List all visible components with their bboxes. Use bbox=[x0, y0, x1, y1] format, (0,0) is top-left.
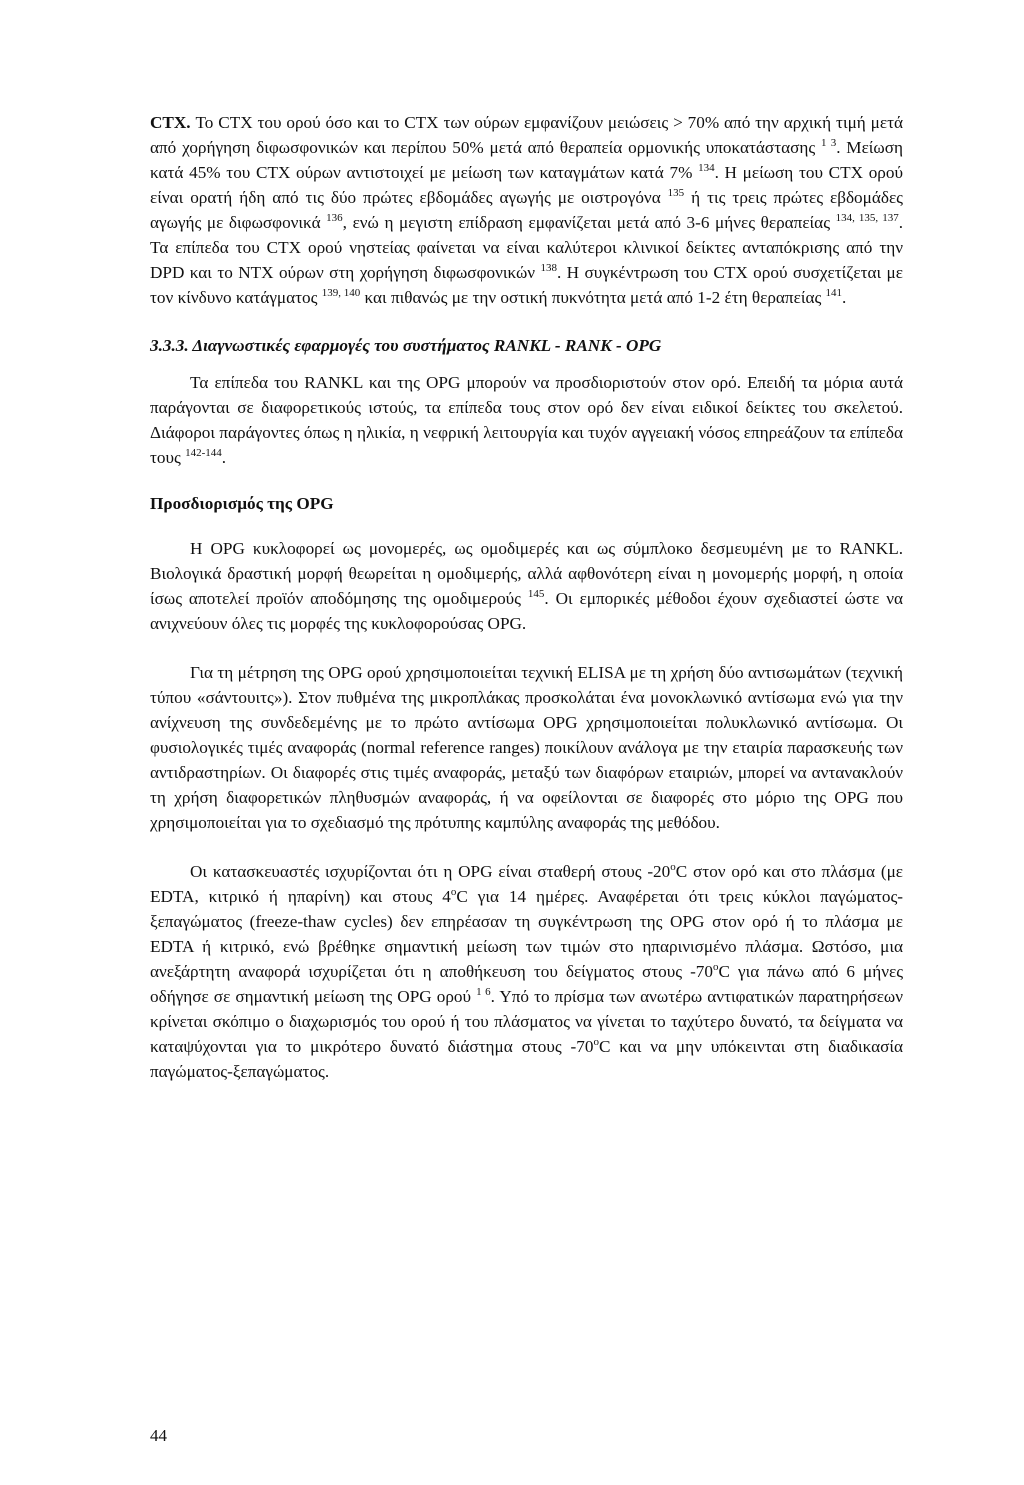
text-run: Για τη μέτρηση της OPG ορού χρησιμοποιείται τεχνική ELISA με τη χρήση δύο αντισωμάτων (τεχνική τύπου «σάντουιτς»). Στον πυθμένα της μικροπλάκας προσκολάται ένα μονοκλωνικό αντίσωμα ενώ για την ανίχνευση της συνδεδεμένης με το πρώτο αντίσωμα OPG χρησιμοποιείται πολυκλωνικό αντίσωμα. Οι φυσιολογικές τιμές αναφοράς (normal reference ranges) ποικίλουν ανάλογα με την εταιρία παρασκευής των αντιδραστηρίων. Οι διαφορές στις τιμές αναφοράς, μεταξύ των διαφόρων εταιριών, μπορεί να αντανακλούν τη χρήση διαφορετικών πληθυσμών αναφοράς, ή να οφείλονται σε διαφορές στο μόριο της OPG που χρησιμοποιείται για το σχεδιασμό της πρότυπης καμπύλης αναφοράς της μεθόδου. bbox=[150, 663, 903, 832]
text-run: C και να μην υπόκεινται στη διαδικασία παγώματος-ξεπαγώματος. bbox=[150, 1037, 903, 1081]
text-run: . bbox=[842, 288, 847, 307]
subsection-heading: Προσδιορισμός της OPG bbox=[150, 494, 334, 513]
paragraph-rankl-opg bbox=[150, 370, 903, 470]
degree-mark: o bbox=[713, 961, 719, 973]
citation: 141 bbox=[825, 287, 843, 299]
document-page bbox=[150, 110, 903, 1084]
citation: 142-144 bbox=[185, 447, 222, 459]
paragraph-elisa bbox=[150, 660, 903, 835]
citation: 1 6 bbox=[476, 986, 491, 998]
text-run: . Υπό το πρίσμα των ανωτέρω αντιφατικών παρατηρήσεων κρίνεται σκόπιμο ο διαχωρισμός του ορού ή του πλάσματος να γίνεται το ταχύτερο δυνατό, τα δείγματα να καταψύχονται για το μικρότερο δυνατό διάστημα στους -70 bbox=[150, 987, 904, 1056]
text-run: και πιθανώς με την οστική πυκνότητα μετά από 1-2 έτη θεραπείας bbox=[360, 288, 826, 307]
degree-mark: o bbox=[593, 1036, 599, 1048]
text-run: Το CTX του ορού όσο και το CTX των ούρων εμφανίζουν μειώσεις > 70% από την αρχική τιμή μετά από χορήγηση διφωσφονικών και περίπου 50% μετά από θεραπεία ορμονικής υποκατάστασης bbox=[150, 113, 903, 157]
text-run: Τα επίπεδα του RANKL και της OPG μπορούν να προσδιοριστούν στον ορό. Επειδή τα μόρια αυτά παράγονται σε διαφορετικούς ιστούς, τα επίπεδα τους στον ορό δεν είναι ειδικοί δείκτες του σκελετού. Διάφοροι παράγοντες όπως η ηλικία, η νεφρική λειτουργία και τυχόν αγγειακή νόσος επηρεάζουν τα επίπεδα τους bbox=[150, 373, 903, 467]
page-number: 44 bbox=[150, 1426, 167, 1445]
text-run: . Μείωση κατά 45% του CTX ούρων αντιστοιχεί με μείωση των καταγμάτων κατά 7% bbox=[150, 138, 904, 182]
text-run: ή τις τρεις πρώτες εβδομάδες αγωγής με διφωσφονικά bbox=[150, 188, 903, 232]
citation: 134, 135, 137 bbox=[835, 212, 899, 224]
degree-mark: o bbox=[450, 886, 457, 898]
citation: 139, 140 bbox=[321, 287, 361, 299]
citation: 1 3 bbox=[820, 137, 837, 149]
text-run: . Τα επίπεδα του CTX ορού νηστείας φαίνεται να είναι καλύτεροι κλινικοί δείκτες ανταπόκρισης από την DPD και το NTX ούρων στη χορήγηση διφωσφονικών bbox=[150, 213, 903, 282]
text-run: . Η συγκέντρωση του CTX ορού συσχετίζεται με τον κίνδυνο κατάγματος bbox=[150, 263, 903, 307]
citation: 138 bbox=[540, 262, 557, 274]
text-run: C για πάνω από 6 μήνες οδήγησε σε σημαντική μείωση της OPG ορού bbox=[150, 962, 903, 1006]
citation: 135 bbox=[667, 187, 685, 199]
paragraph-stability bbox=[150, 859, 903, 1084]
text-run: C για 14 ημέρες. Αναφέρεται ότι τρεις κύκλοι παγώματος-ξεπαγώματος (freeze-thaw cycles) δεν επηρέασαν τη συγκέντρωση της OPG στον ορό ή το πλάσμα με EDTA ή κιτρικό, ενώ βρέθηκε σημαντική μείωση των τιμών στο ηπαρινισμένο πλάσμα. Ωστόσο, μια ανεξάρτητη αναφορά ισχυρίζεται ότι η αποθήκευση του δείγματος στους -70 bbox=[150, 887, 904, 981]
paragraph-opg-forms bbox=[150, 536, 903, 636]
text-run: Η OPG κυκλοφορεί ως μονομερές, ως ομοδιμερές και ως σύμπλοκο δεσμευμένη με το RANKL. Βιολογικά δραστική μορφή θεωρείται η ομοδιμερής, αλλά αφθονότερη είναι η μονομερής μορφή, η οποία ίσως αποτελεί προϊόν αποδόμησης της ομοδιμερούς bbox=[150, 539, 903, 608]
degree-mark: o bbox=[670, 861, 676, 873]
ctx-lead: CTX. bbox=[150, 113, 191, 132]
text-run: . bbox=[221, 448, 227, 467]
citation: 136 bbox=[326, 212, 343, 224]
paragraph-ctx bbox=[150, 110, 903, 310]
citation: 134 bbox=[698, 162, 715, 174]
text-run: . Οι εμπορικές μέθοδοι έχουν σχεδιαστεί ώστε να ανιχνεύουν όλες τις μορφές της κυκλοφορούσας OPG. bbox=[150, 589, 903, 633]
text-run: C στον ορό και στο πλάσμα (με EDTA, κιτρικό ή ηπαρίνη) και στους 4 bbox=[150, 862, 904, 906]
text-run: Οι κατασκευαστές ισχυρίζονται ότι η OPG είναι σταθερή στους -20 bbox=[190, 862, 671, 881]
text-run: , ενώ η μεγιστη επίδραση εμφανίζεται μετά από 3-6 μήνες θεραπείας bbox=[342, 213, 836, 232]
text-run: . Η μείωση του CTX ορού είναι ορατή ήδη από τις δύο πρώτες εβδομάδες αγωγής με οιστρογόνα bbox=[150, 163, 903, 207]
section-heading: 3.3.3. Διαγνωστικές εφαρμογές του συστήματος RANKL - RANK - OPG bbox=[150, 336, 662, 355]
citation: 145 bbox=[527, 588, 545, 600]
